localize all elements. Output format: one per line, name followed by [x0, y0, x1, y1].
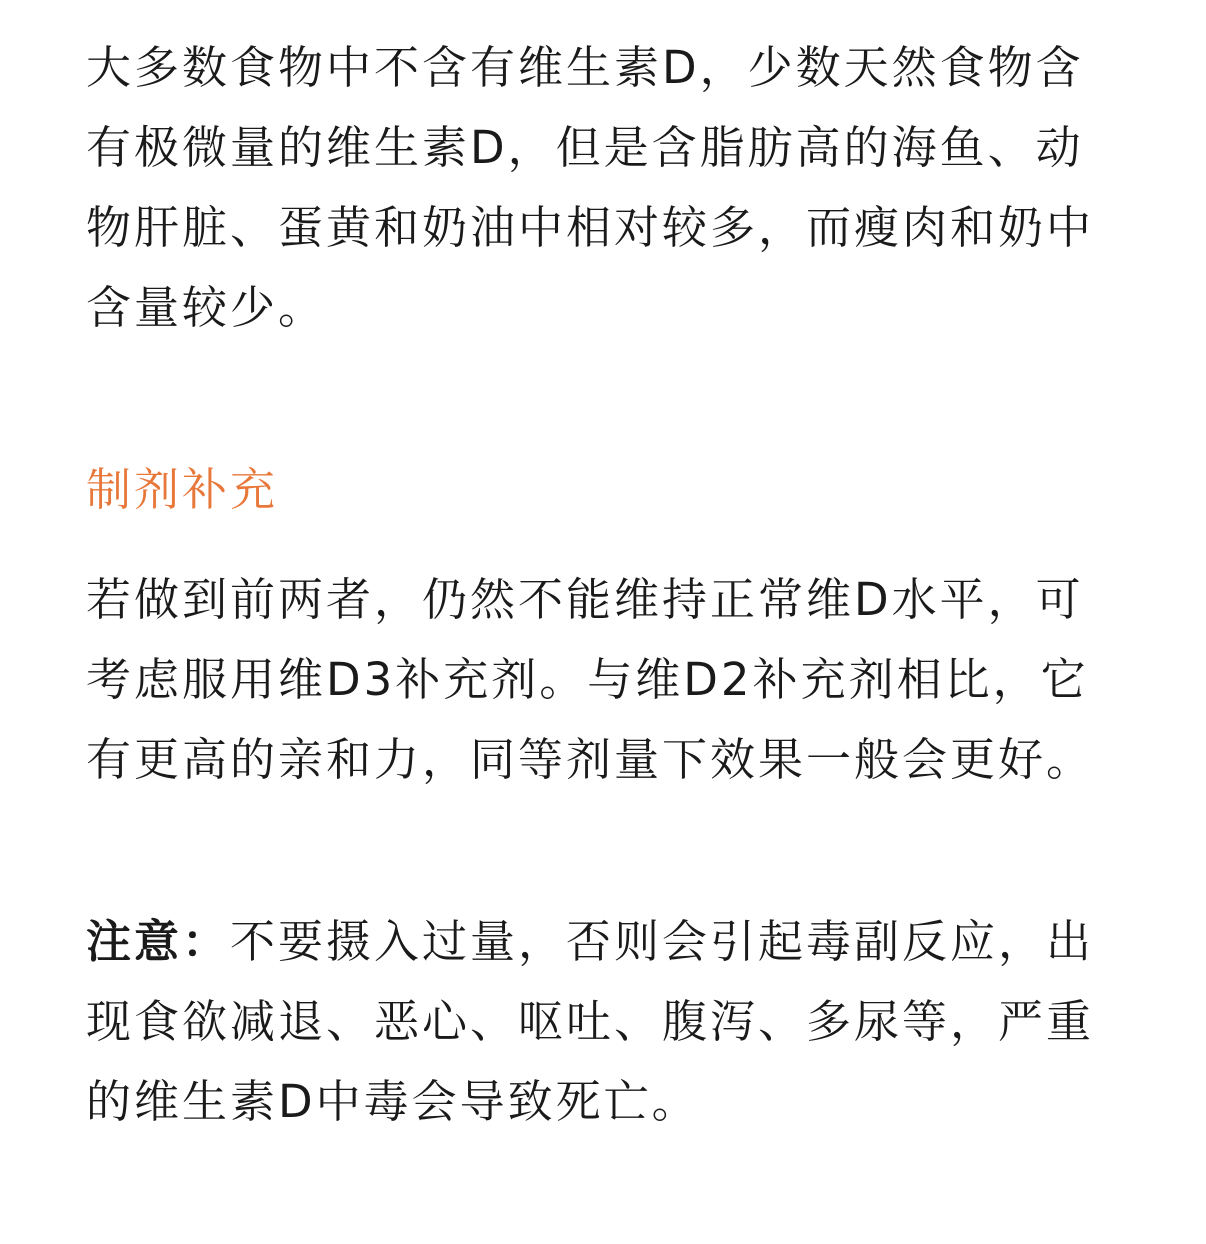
- article-body: [86, 28, 1126, 1142]
- note-label: 注意：: [86, 915, 231, 968]
- intro-paragraph: 大多数食物中不含有维生素D，少数天然食物含有极微量的维生素D，但是含脂肪高的海鱼、动物肝脏、蛋黄和奶油中相对较多，而瘦肉和奶中含量较少。: [86, 41, 1095, 334]
- section-heading: 制剂补充: [86, 463, 279, 516]
- note-text: 不要摄入过量，否则会引起毒副反应，出现食欲减退、恶心、呕吐、腹泻、多尿等，严重的维生素D中毒会导致死亡。: [86, 915, 1095, 1128]
- supplement-paragraph: 若做到前两者，仍然不能维持正常维D水平，可考虑服用维D3补充剂。与维D2补充剂相比，它有更高的亲和力，同等剂量下效果一般会更好。: [86, 573, 1095, 786]
- note-paragraph: [86, 902, 1126, 1142]
